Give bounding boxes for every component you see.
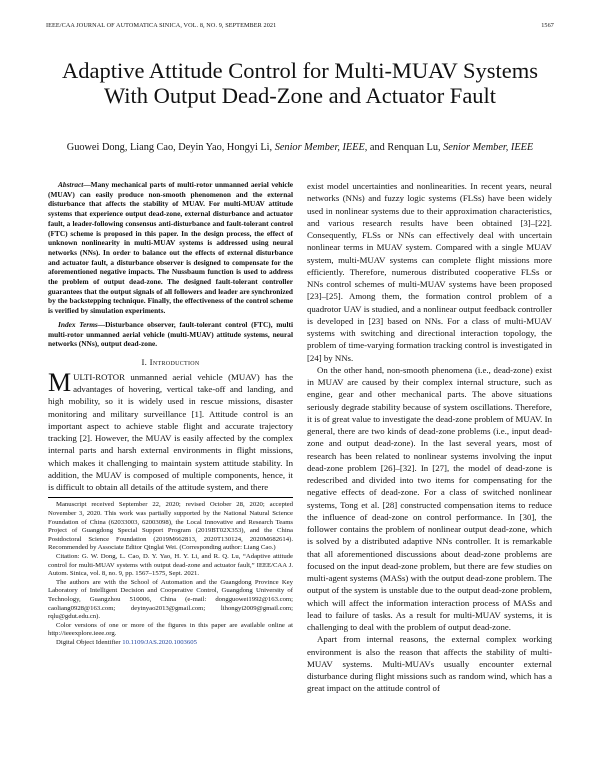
running-header (46, 22, 554, 34)
author-names-last: , and Renquan Lu, (364, 142, 441, 153)
index-terms (48, 320, 293, 349)
right-column (307, 180, 552, 695)
abstract-label: Abstract (58, 180, 84, 189)
abstract (48, 180, 293, 316)
intro-text: ULTI-ROTOR unmanned aerial vehicle (MUAV) has the advantages of hovering, vertical take-off and landing, and high mobility, so it is widely used in rescue missions, disaster monitoring and military surveillance [1]. Attitude control is an important aspect to achieve stable flight and accurate trajectory tracking [2]. However, the MUAV is easily affected by the complex internal parts and harsh external environments in flight missions, which makes it challenging to maintain system attitude stability. In addition, the MUAV is composed of multiple components, hence, it is difficult to obtain all details of the attitude system, and there (48, 371, 293, 493)
footnote-manuscript: Manuscript received September 22, 2020; revised October 28, 2020; accepted November 3, 2020. This work was partially supported by the National Natural Science Foundation of China (62033003, 62003098), the Local Innovative and Research Teams Project of Guangdong Special Support Program (2019BT02X353), and the China Postdoctoral Science Foundation (2019M662813, 2020T130124, 2020M682614). Recommended by Associate Editor Qinglai Wei. (Corresponding author: Liang Cao.) (48, 501, 293, 552)
section-heading-introduction: I. Introduction (141, 356, 200, 367)
right-paragraph-3: Apart from internal reasons, the external complex working environment is also the reason that affects the stability of multi-MUAV systems. Multi-MUAVs usually encounter external disturbance during flight missions such as random wind, which has a great impact on the attitude control of (307, 634, 552, 694)
drop-cap: M (48, 367, 72, 397)
footnote-doi (48, 639, 293, 648)
author-role: Senior Member, IEEE (274, 142, 365, 153)
left-column (48, 180, 293, 648)
author-names: Guowei Dong, Liang Cao, Deyin Yao, Hongyi Li, (66, 142, 273, 153)
doi-link[interactable]: 10.1109/JAS.2020.1003605 (122, 638, 197, 646)
footnote-divider (48, 497, 293, 498)
author-list (30, 142, 570, 153)
page-number: 1567 (541, 22, 554, 29)
footnote-affiliation: The authors are with the School of Automation and the Guangdong Province Key Laboratory of Intelligent Decision and Cooperative Control, Guangdong University of Technology, Guangzhou 510006, China (e-mail: dongguowei1992@163.com; caoliang0928@163.com; deyinyao2013@gmail.com; lihongyi2009@gmail.com; rqlu@gdut.edu.cn). (48, 578, 293, 621)
doi-label: Digital Object Identifier (56, 638, 123, 646)
footnote-citation: Citation: G. W. Dong, L. Cao, D. Y. Yao, H. Y. Li, and R. Q. Lu, “Adaptive attitude control for multi-MUAV systems with output dead-zone and actuator fault,” IEEE/CAA J. Autom. Sinica, vol. 8, no. 9, pp. 1567–1575, Sept. 2021. (48, 553, 293, 578)
footnote-color: Color versions of one or more of the figures in this paper are available online at http://ieeexplore.ieee.org. (48, 621, 293, 638)
intro-paragraph (48, 367, 293, 494)
index-terms-text: —Disturbance observer, fault-tolerant control (FTC), multi multi-rotor unmanned aerial vehicle (multi-MUAV) attitude systems, neural networks (NNs), output dead-zone. (48, 319, 293, 349)
right-paragraph-2: On the other hand, non-smooth phenomena (i.e., dead-zone) exist in MUAV are caused by their complex internal structure, such as engine, gear and other mechanical parts. The above situations seriously degrade stability because of system oscillations. Therefore, it is of great value to investigate the dead-zone problem of MUAV. In general, there are two kinds of dead-zone problems (i.e., input dead-zone and output dead-zone). In the last several years, most of research has been related to nonlinear systems involving the input dead-zone problem [26]–[32]. In [27], the model of dead-zone is redescribed and divided into two items for compensating for the negative effects of dead-zone. For a class of switched nonlinear systems, Tong et al. [28] constructed compensation items to reduce the influence of dead-zone on control performance. In [30], the follower contains the problem of nonlinear output dead-zone, which is solved by a distributed adaptive NNs controller. It is remarkable that all aforementioned discussions about dead-zone problems are focused on the input dead-zone problem, but there are few studies on multi-agent systems (MASs) with the output dead-zone problem. The output of the system is unstable due to the output dead-zone problem, which will affect the information interaction process of MASs and lead to failure of tasks. As a result for multi-MUAV systems, it is challenging to deal with the problem of output dead-zone. (307, 364, 552, 632)
right-paragraph-1: exist model uncertainties and nonlinearities. In recent years, neural networks (NNs) and fuzzy logic systems (FLSs) have been widely used in nonlinear systems due to their approximation characteristics, and various research results have been obtained [3]–[22]. Consequently, FLSs or NNs can effectively deal with uncertain nonlinear terms in MUAV system. Compared with a single MUAV system, multi-MUAV systems can complete flight missions more efficiently. Therefore, numerous distributed cooperative FLSs or NNs control schemes of multi-MUAV systems have been proposed [23]–[25]. Among them, the formation control problem of a quadrotor UAV is studied, and a nonlinear output feedback controller is developed in [23] based on NNs. For a class of multi-MUAV systems with switching and directional interaction topology, the problem of time-varying formation tracking control is investigated in [24] by NNs. (307, 181, 552, 363)
abstract-text: —Many mechanical parts of multi-rotor unmanned aerial vehicle (MUAV) can easily produce non-smooth phenomenon and the external disturbance that affects the stability of MUAV. For multi-MUAV attitude systems that experience output dead-zone, external disturbance and actuator fault, a leader-following consensus anti-disturbance and fault-tolerant control (FTC) scheme is proposed in this paper. In the design process, the effect of unknown nonlinearity in multi-MUAV systems is addressed using neural networks (NNs). In order to balance out the effects of external disturbance and actuator fault, a disturbance observer is designed to compensate for the aforementioned negative impacts. The Nussbaum function is used to address the problem of output dead-zone. The designed fault-tolerant controller guarantees that the output signals of all followers and leader are synchronized by the backstepping technique. Finally, the effectiveness of the control scheme is verified by simulation experiments. (48, 180, 293, 316)
index-terms-label: Index Terms (58, 319, 98, 329)
author-role-last: Senior Member, IEEE (443, 142, 534, 153)
journal-header: IEEE/CAA JOURNAL OF AUTOMATICA SINICA, VOL. 8, NO. 9, SEPTEMBER 2021 (46, 22, 277, 29)
paper-title: Adaptive Attitude Control for Multi-MUAV Systems With Output Dead-Zone and Actuator Fault (61, 58, 539, 108)
